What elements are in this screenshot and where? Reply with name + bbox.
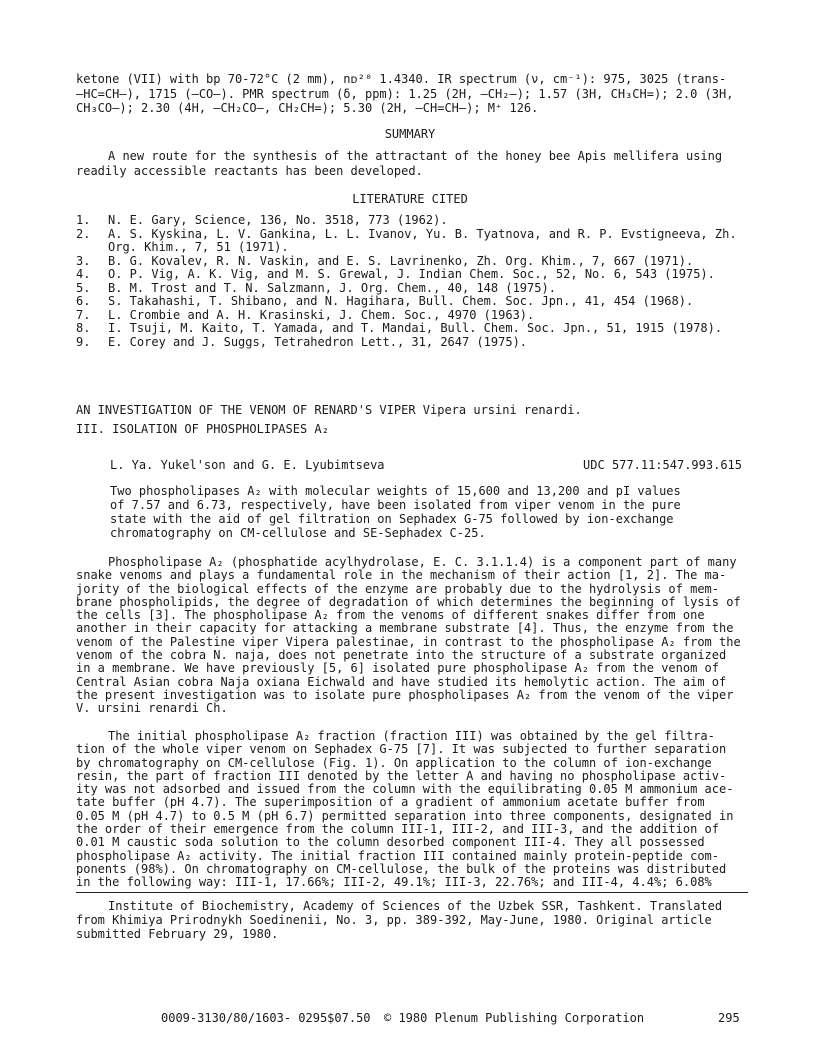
- reference-number: 9.: [76, 334, 91, 349]
- text-line: state with the aid of gel filtration on Sephadex G-75 followed by ion-exchange: [110, 512, 674, 526]
- reference-text: I. Tsuji, M. Kaito, T. Yamada, and T. Mandai, Bull. Chem. Soc. Jpn., 51, 1915 (1978).: [108, 321, 723, 335]
- text-line: in the following way: III-1, 17.66%; III-2, 49.1%; III-3, 22.76%; and III-4, 4.4%; 6.08%: [76, 875, 712, 890]
- text-line: resin, the part of fraction III denoted by the letter A and having no phospholipase activ-: [76, 768, 727, 783]
- abstract: [110, 484, 681, 540]
- text-line: Institute of Biochemistry, Academy of Sciences of the Uzbek SSR, Tashkent. Translated: [108, 899, 723, 913]
- text-line: by chromatography on CM-cellulose (Fig. 1). On application to the column of ion-exchange: [76, 755, 712, 770]
- article-title: [76, 403, 744, 436]
- reference-text: S. Takahashi, T. Shibano, and N. Hagihara, Bull. Chem. Soc. Jpn., 41, 454 (1968).: [108, 294, 694, 308]
- text-line: ity was not adsorbed and issued from the column with the equilibrating 0.05 M ammonium ace-: [76, 782, 734, 797]
- text-line: —HC=CH—), 1715 (—CO—). PMR spectrum (δ, ppm): 1.25 (2H, —CH₂—); 1.57 (3H, CH₃CH=); 2.0 (3H,: [76, 86, 734, 101]
- reference-list: [76, 214, 744, 349]
- reference-text: A. S. Kyskina, L. V. Gankina, L. L. Ivanov, Yu. B. Tyatnova, and R. P. Evstigneeva, Zh.: [108, 226, 737, 241]
- article-subtitle-line: III. ISOLATION OF PHOSPHOLIPASES A₂: [76, 421, 329, 436]
- reference-number: 3.: [76, 253, 91, 268]
- reference-text: B. M. Trost and T. N. Salzmann, J. Org. Chem., 40, 148 (1975).: [108, 280, 556, 295]
- page-number: 295: [718, 1011, 740, 1025]
- reference-item: [76, 336, 744, 350]
- text-line: The initial phospholipase A₂ fraction (fraction III) was obtained by the gel filtra-: [108, 729, 715, 743]
- reference-item: [76, 255, 744, 269]
- copyright-notice: © 1980 Plenum Publishing Corporation: [384, 1011, 645, 1025]
- reference-text: O. P. Vig, A. K. Vig, and M. S. Grewal, J. Indian Chem. Soc., 52, No. 6, 543 (1975).: [108, 267, 715, 281]
- text-line: venom of the Palestine viper Vipera palestinae, in contrast to the phospholipase A₂ from the: [76, 634, 741, 649]
- reference-item: [76, 282, 744, 296]
- reference-item: [76, 295, 744, 309]
- text-line: another in their capacity for attacking a membrane substrate [4]. Thus, the enzyme from the: [76, 621, 734, 636]
- article-title-line: AN INVESTIGATION OF THE VENOM OF RENARD'S VIPER Vipera ursini renardi.: [76, 403, 582, 417]
- udc-code: UDC 577.11:547.993.615: [583, 458, 742, 472]
- text-line: the order of their emergence from the column III-1, III-2, and III-3, and the addition of: [76, 822, 719, 837]
- text-line: chromatography on CM-cellulose and SE-Sephadex C-25.: [110, 526, 486, 540]
- byline: [110, 458, 742, 473]
- text-line: in a membrane. We have previously [5, 6] isolated pure phospholipase A₂ from the venom of: [76, 661, 719, 676]
- text-line: venom of the cobra N. naja, does not penetrate into the structure of a substrate organized: [76, 648, 727, 663]
- text-line: Two phospholipases A₂ with molecular weights of 15,600 and 13,200 and pI values: [110, 484, 681, 498]
- reference-item: [76, 228, 744, 255]
- text-line: tion of the whole viper venom on Sephadex G-75 [7]. It was subjected to further separation: [76, 742, 727, 757]
- affiliation-footnote: [76, 899, 748, 941]
- reference-number: 2.: [76, 226, 91, 241]
- text-line: jority of the biological effects of the enzyme are probably due to the hydrolysis of mem-: [76, 581, 719, 596]
- text-line: readily accessible reactants has been developed.: [76, 163, 423, 178]
- text-line: ketone (VII) with bp 70-72°C (2 mm), nᴅ²⁰ 1.4340. IR spectrum (ν, cm⁻¹): 975, 3025 (trans-: [76, 72, 727, 86]
- reference-number: 1.: [76, 213, 91, 227]
- body-paragraph-1: [76, 556, 748, 716]
- reference-text: B. G. Kovalev, R. N. Vaskin, and E. S. Lavrinenko, Zh. Org. Khim., 7, 667 (1971).: [108, 253, 694, 268]
- text-line: ponents (98%). On chromatography on CM-cellulose, the bulk of the proteins was distributed: [76, 861, 727, 876]
- text-line: snake venoms and plays a fundamental role in the mechanism of their action [1, 2]. The ma-: [76, 568, 727, 583]
- reference-item: [76, 268, 744, 282]
- summary-heading: SUMMARY: [384, 127, 436, 141]
- authors: L. Ya. Yukel'son and G. E. Lyubimtseva: [110, 458, 385, 472]
- text-line: Phospholipase A₂ (phosphatide acylhydrolase, E. C. 3.1.1.4) is a component part of many: [108, 555, 737, 569]
- text-line: Central Asian cobra Naja oxiana Eichwald and have studied its hemolytic action. The aim of: [76, 674, 727, 689]
- reference-item: [76, 322, 744, 336]
- text-line: the cells [3]. The phospholipase A₂ from the venoms of different snakes differ from one: [76, 608, 705, 623]
- text-line: brane phospholipids, the degree of degradation of which determines the beginning of lysis of: [76, 594, 741, 609]
- reference-number: 8.: [76, 321, 91, 335]
- issn-code: 0009-3130/80/1603- 0295$07.50: [161, 1011, 371, 1025]
- reference-number: 4.: [76, 267, 91, 281]
- text-line: from Khimiya Prirodnykh Soedinenii, No. 3, pp. 389-392, May-June, 1980. Original article: [76, 913, 712, 927]
- reference-text: Org. Khim., 7, 51 (1971).: [108, 240, 289, 254]
- reference-number: 6.: [76, 294, 91, 308]
- literature-heading: LITERATURE CITED: [352, 192, 468, 206]
- reference-text: E. Corey and J. Suggs, Tetrahedron Lett., 31, 2647 (1975).: [108, 334, 528, 349]
- text-line: tate buffer (pH 4.7). The superimposition of a gradient of ammonium acetate buffer from: [76, 795, 705, 810]
- reference-text: N. E. Gary, Science, 136, No. 3518, 773 (1962).: [108, 213, 448, 227]
- text-line: 0.01 M caustic soda solution to the column desorbed component III-4. They all possessed: [76, 835, 705, 850]
- text-line: submitted February 29, 1980.: [76, 927, 279, 941]
- footnote-divider: [76, 892, 748, 893]
- continuation-paragraph: [76, 72, 744, 116]
- text-line: of 7.57 and 6.73, respectively, have been isolated from viper venom in the pure: [110, 498, 681, 512]
- body-paragraph-2: [76, 730, 748, 890]
- text-line: V. ursini renardi Ch.: [76, 701, 228, 716]
- reference-text: L. Crombie and A. H. Krasinski, J. Chem. Soc., 4970 (1963).: [108, 307, 535, 322]
- text-line: A new route for the synthesis of the attractant of the honey bee Apis mellifera using: [108, 149, 723, 163]
- summary-text: [76, 149, 744, 178]
- text-line: the present investigation was to isolate pure phospholipases A₂ from the venom of the viper: [76, 687, 734, 702]
- text-line: phospholipase A₂ activity. The initial fraction III contained mainly protein-peptide com-: [76, 848, 719, 863]
- text-line: 0.05 M (pH 4.7) to 0.5 M (pH 6.7) permitted separation into three components, designated in: [76, 808, 734, 823]
- reference-number: 5.: [76, 280, 91, 295]
- text-line: CH₃CO—); 2.30 (4H, —CH₂CO—, CH₂CH=); 5.30 (2H, —CH=CH—); M⁺ 126.: [76, 101, 539, 115]
- reference-item: [76, 309, 744, 323]
- reference-item: [76, 214, 744, 228]
- reference-number: 7.: [76, 307, 91, 322]
